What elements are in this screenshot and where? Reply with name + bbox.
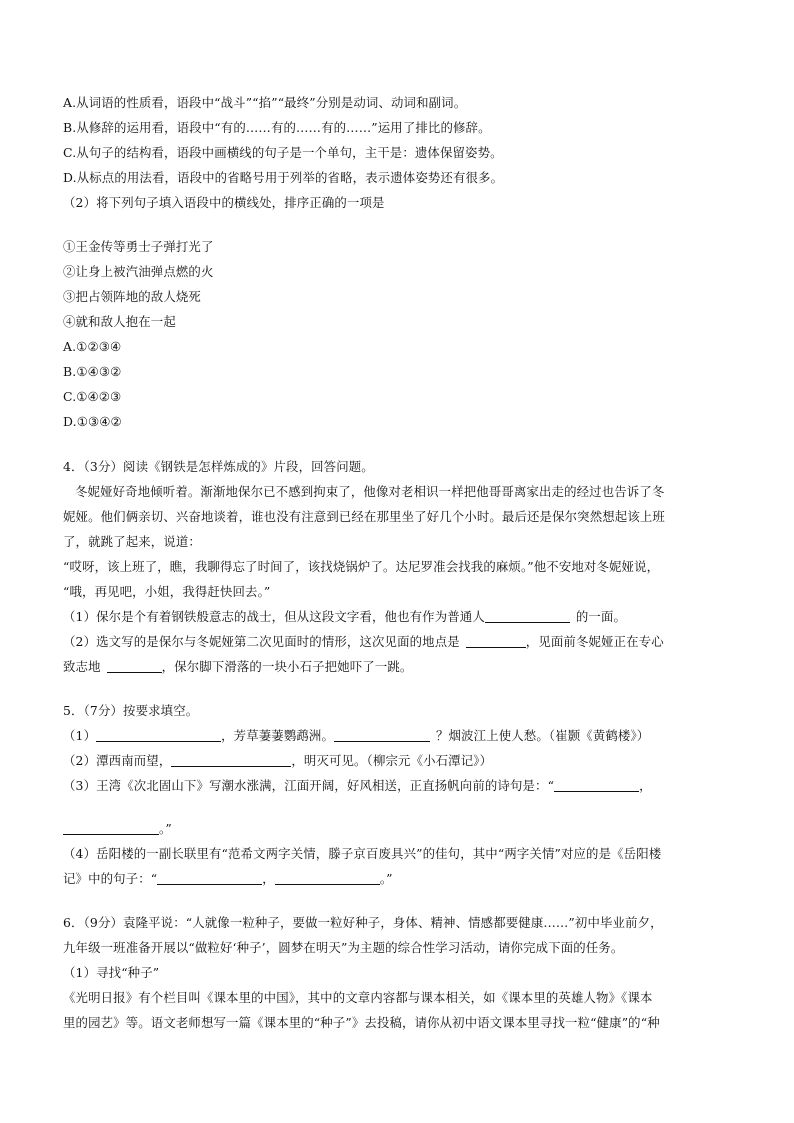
- q3-sentence-1: ①王金传等勇士子弹打光了: [63, 239, 214, 254]
- q3-part2-option-a: A.①②③④: [63, 339, 122, 354]
- q5-item-1: [63, 728, 649, 744]
- q3-sentence-2: ②让身上被汽油弹点燃的火: [63, 264, 214, 279]
- q3-part2-stem: （2）将下列句子填入语段中的横线处，排序正确的一项是: [63, 195, 385, 210]
- q5-item-4-end: 。”: [379, 871, 393, 886]
- q4-sub2-text-c: 致志地: [63, 659, 101, 674]
- q5-item-3-comma: ，: [639, 778, 652, 793]
- answer-blank[interactable]: [466, 635, 526, 648]
- q4-sub1-text-end: 的一面。: [575, 609, 627, 624]
- q4-sub2-text-mid: ，见面前冬妮娅正在专心: [525, 634, 664, 649]
- q5-item-2-text: （2）潭西南而望，: [63, 753, 172, 768]
- q4-passage-line: 妮娅。他们俩亲切、兴奋地谈着，谁也没有注意到已经在那里坐了好几个小时。最后还是保尔突然想起该上班: [63, 509, 665, 524]
- answer-blank[interactable]: [554, 779, 639, 792]
- q5-item-1-text-end: ？烟波江上使人愁。（崔颢《黄鹤楼》）: [436, 728, 650, 743]
- q5-heading: 5．（7分）按要求填空。: [63, 703, 199, 718]
- q4-sub1: [63, 609, 626, 625]
- answer-blank[interactable]: [334, 729, 430, 742]
- q3-part2-option-d: D.①③④②: [63, 414, 122, 429]
- q3-option-a: A.从词语的性质看，语段中“战斗”“掐”“最终”分别是动词、动词和副词。: [63, 95, 467, 110]
- q3-sentence-3: ③把占领阵地的敌人烧死: [63, 289, 201, 304]
- q5-item-2-text-end: ，明灭可见。（柳宗元《小石潭记》）: [291, 753, 493, 768]
- answer-blank[interactable]: [171, 754, 291, 767]
- answer-blank[interactable]: [107, 660, 162, 673]
- q4-sub2-cont: [63, 659, 412, 675]
- q5-item-3-end: 。”: [159, 821, 172, 836]
- q5-item-4: （4）岳阳楼的一副长联里有“范希文两字关情，滕子京百废具兴”的佳句，其中“两字关情”对应的是《岳阳楼: [63, 846, 662, 861]
- answer-blank[interactable]: [96, 729, 221, 742]
- q4-passage-line: 了，就跳了起来，说道：: [63, 534, 201, 549]
- q5-item-1-num: （1）: [63, 728, 97, 743]
- q5-item-4-cont: [63, 871, 393, 887]
- q5-item-4-comma: ，: [262, 871, 275, 886]
- q4-passage-line: 冬妮娅好奇地倾听着。渐渐地保尔已不感到拘束了，他像对老相识一样把他哥哥离家出走的经过也告诉了冬: [75, 484, 665, 499]
- answer-blank[interactable]: [275, 872, 380, 885]
- q5-item-4-text: 记》中的句子：“: [63, 871, 158, 886]
- q3-sentence-4: ④就和敌人抱在一起: [63, 314, 176, 329]
- q5-item-3-cont: [63, 821, 172, 837]
- answer-blank[interactable]: [157, 872, 262, 885]
- q4-heading: 4．（3分）阅读《钢铁是怎样炼成的》片段，回答问题。: [63, 459, 374, 474]
- q3-option-c: C.从句子的结构看，语段中画横线的句子是一个单句，主干是：遗体保留姿势。: [63, 145, 503, 160]
- q6-heading: 6．（9分）袁隆平说：“人就像一粒种子，要做一粒好种子，身体、精神、情感都要健康……”初中毕业前夕，: [63, 915, 663, 930]
- q6-heading-cont: 九年级一班准备开展以“做粒好‘种子’，圆梦在明天”为主题的综合性学习活动，请你完成下面的任务。: [63, 940, 624, 955]
- q3-option-b: B.从修辞的运用看，语段中“有的……有的……有的……”运用了排比的修辞。: [63, 120, 491, 135]
- q5-item-3: [63, 778, 652, 794]
- q4-passage-line: “哎呀，该上班了，瞧，我聊得忘了时间了，该找烧锅炉了。达尼罗准会找我的麻烦。”他不安地对冬妮娅说，: [63, 559, 660, 574]
- q6-text-line: 《光明日报》有个栏目叫《课本里的中国》，其中的文章内容都与课本相关，如《课本里的英雄人物》《课本: [63, 990, 653, 1005]
- q6-text-line: 里的园艺》等。语文老师想写一篇《课本里的“种子”》去投稿，请你从初中语文课本里寻找一粒“健康”的“种: [63, 1015, 660, 1030]
- answer-blank[interactable]: [485, 610, 570, 623]
- q4-sub2-text: （2）选文写的是保尔与冬妮娅第二次见面时的情形，这次见面的地点是: [63, 634, 460, 649]
- q6-sub1: （1）寻找“种子”: [63, 965, 160, 980]
- answer-blank[interactable]: [63, 822, 159, 835]
- q5-item-3-text: （3）王湾《次北固山下》写潮水涨满，江面开阔，好风相送，正直扬帆向前的诗句是：“: [63, 778, 555, 793]
- q4-sub2: [63, 634, 664, 650]
- q4-passage-line: “哦，再见吧，小姐，我得赶快回去。”: [63, 584, 271, 599]
- q4-sub2-text-d: ，保尔脚下滑落的一块小石子把她吓了一跳。: [161, 659, 413, 674]
- q3-part2-option-c: C.①④②③: [63, 389, 122, 404]
- q3-part2-option-b: B.①④③②: [63, 364, 122, 379]
- q5-item-2: [63, 753, 492, 769]
- q3-option-d: D.从标点的用法看，语段中的省略号用于列举的省略，表示遗体姿势还有很多。: [63, 170, 504, 185]
- q4-sub1-text: （1）保尔是个有着钢铁般意志的战士，但从这段文字看，他也有作为普通人: [63, 609, 485, 624]
- q5-item-1-text: ，芳草萋萋鹦鹉洲。: [221, 728, 334, 743]
